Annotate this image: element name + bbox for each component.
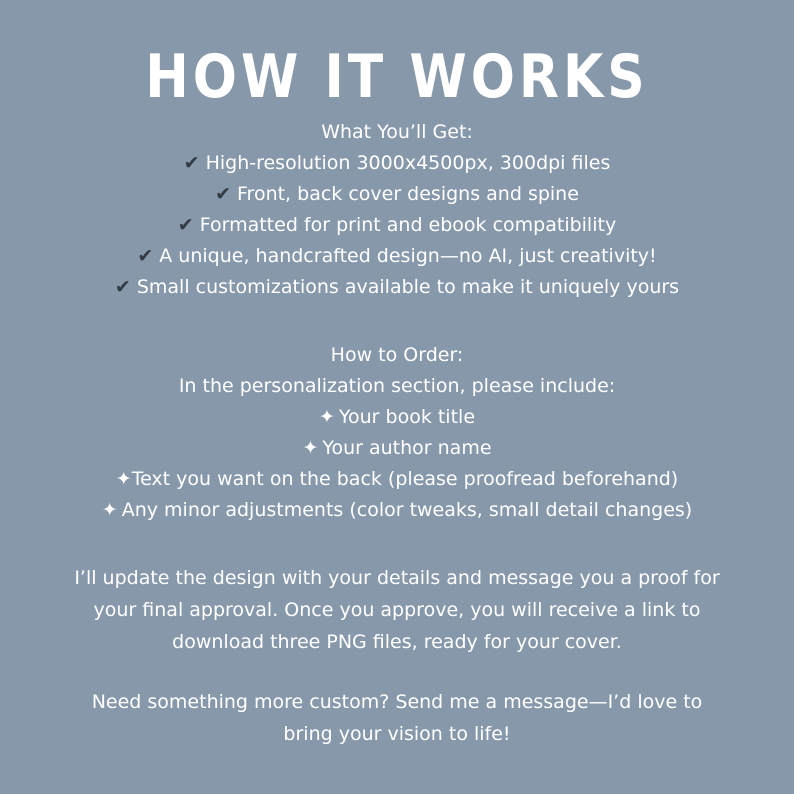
paragraph-line: download three PNG files, ready for your cover. [172, 631, 622, 653]
feature-item: ✔ Small customizations available to make it uniquely yours [114, 276, 680, 298]
paragraph-line: your final approval. Once you approve, you will receive a link to [93, 599, 701, 621]
sparkle-icon: ✦ [302, 437, 319, 459]
feature-item: ✔ A unique, handcrafted design—no AI, just creativity! [137, 245, 657, 267]
section-heading-how-to-order: How to Order: [330, 344, 464, 366]
process-paragraph [0, 562, 794, 658]
checkmark-icon: ✔ [215, 183, 231, 205]
paragraph-line: Need something more custom? Send me a message—I’d love to [91, 691, 703, 713]
feature-item: ✔ High-resolution 3000x4500px, 300dpi files [183, 152, 611, 174]
sparkle-icon: ✦ [101, 499, 118, 521]
closing-paragraph [0, 686, 794, 750]
sparkle-icon: ✦ [115, 468, 132, 490]
paragraph-line: I’ll update the design with your details and message you a proof for [74, 567, 720, 589]
sparkle-icon: ✦ [318, 406, 335, 428]
feature-item: ✔ Front, back cover designs and spine [215, 183, 579, 205]
paragraph-line: bring your vision to life! [283, 723, 511, 745]
checkmark-icon: ✔ [137, 245, 154, 267]
feature-item: ✔ Formatted for print and ebook compatibility [177, 214, 617, 236]
page-title: HOW IT WORKS [145, 42, 649, 112]
order-item: ✦ Your book title [318, 406, 476, 428]
what-you-get-section [0, 117, 794, 303]
order-intro: In the personalization section, please include: [178, 375, 616, 397]
order-item: ✦ Any minor adjustments (color tweaks, small detail changes) [101, 499, 693, 521]
how-to-order-section [0, 340, 794, 526]
section-heading-what-you-get: What You’ll Get: [321, 121, 473, 143]
order-item: ✦Text you want on the back (please proofread beforehand) [115, 468, 679, 490]
checkmark-icon: ✔ [177, 214, 194, 236]
checkmark-icon: ✔ [114, 276, 131, 298]
order-item: ✦ Your author name [302, 437, 492, 459]
checkmark-icon: ✔ [183, 152, 200, 174]
